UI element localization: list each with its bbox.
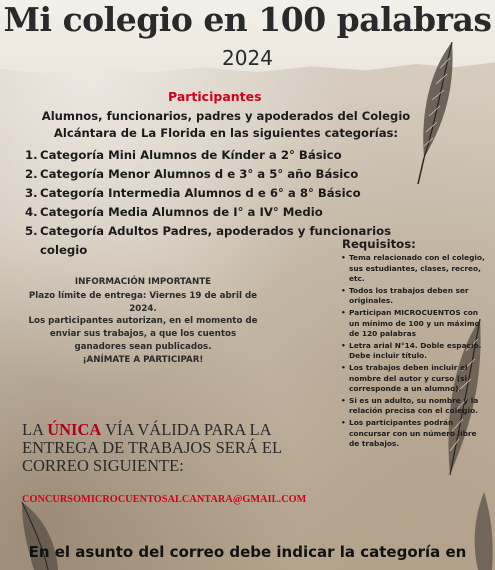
category-item: 1. Categoría Mini Alumnos de Kínder a 2° Básico: [25, 148, 342, 162]
info-heading: INFORMACIÓN IMPORTANTE: [74, 277, 212, 287]
important-info: [28, 276, 258, 367]
category-item: 4. Categoría Media Alumnos de I° a IV° Medio: [25, 205, 323, 219]
requirement-item: • Letra arial N°14. Doble espacio. Debe incluir título.: [341, 341, 487, 362]
requirement-item: • Participan MICROCUENTOS con un mínimo de 100 y un máximo de 120 palabras: [341, 308, 487, 340]
requirement-item: • Todos los trabajos deben ser originales.: [341, 286, 487, 307]
requirement-item: • Los participantes podrán concursar con un número libre de trabajos.: [341, 418, 487, 450]
requirement-item: • Si es un adulto, su nombre y la relación precisa con el colegio.: [341, 396, 487, 417]
category-item: 2. Categoría Menor Alumnos d e 3° a 5° año Básico: [25, 167, 359, 181]
requirements-title: Requisitos:: [342, 237, 416, 251]
info-deadline: Plazo límite de entrega: Viernes 19 de abril de 2024.: [28, 290, 258, 314]
participants-intro: Alumnos, funcionarios, padres y apoderados del Colegio Alcántara de La Florida en las siguientes categorías:: [41, 109, 411, 140]
requirement-item: • Los trabajos deben incluir el nombre del autor y curso (si corresponde a un alumno).: [341, 363, 487, 395]
requirement-item: • Tema relacionado con el colegio, sus estudiantes, clases, recreo, etc.: [341, 253, 487, 285]
info-authorization: Los participantes autorizan, en el momento de enviar sus trabajos, a que los cuentos ganadores sean publicados.: [28, 316, 258, 352]
submission-notice: LA ÚNICA VÍA VÁLIDA PARA LA ENTREGA DE TRABAJOS SERÁ EL CORREO SIGUIENTE:: [22, 420, 282, 475]
poster-year: 2024: [222, 46, 273, 70]
footer-instruction: En el asunto del correo debe indicar la categoría en: [28, 543, 467, 561]
info-cta: ¡ANÍMATE A PARTICIPAR!: [82, 354, 204, 365]
submission-emphasis: ÚNICA: [47, 420, 102, 439]
category-item: 3. Categoría Intermedia Alumnos d e 6° a 8° Básico: [25, 186, 361, 200]
poster-title: Mi colegio en 100 palabras: [3, 0, 492, 39]
requirements-list: [341, 253, 487, 451]
participants-title: Participantes: [168, 89, 262, 104]
contest-email[interactable]: CONCURSOMICROCUENTOSALCANTARA@GMAIL.COM: [22, 494, 307, 505]
category-item-continuation: colegio: [40, 243, 88, 257]
category-item: 5. Categoría Adultos Padres, apoderados y funcionarios: [25, 224, 392, 238]
